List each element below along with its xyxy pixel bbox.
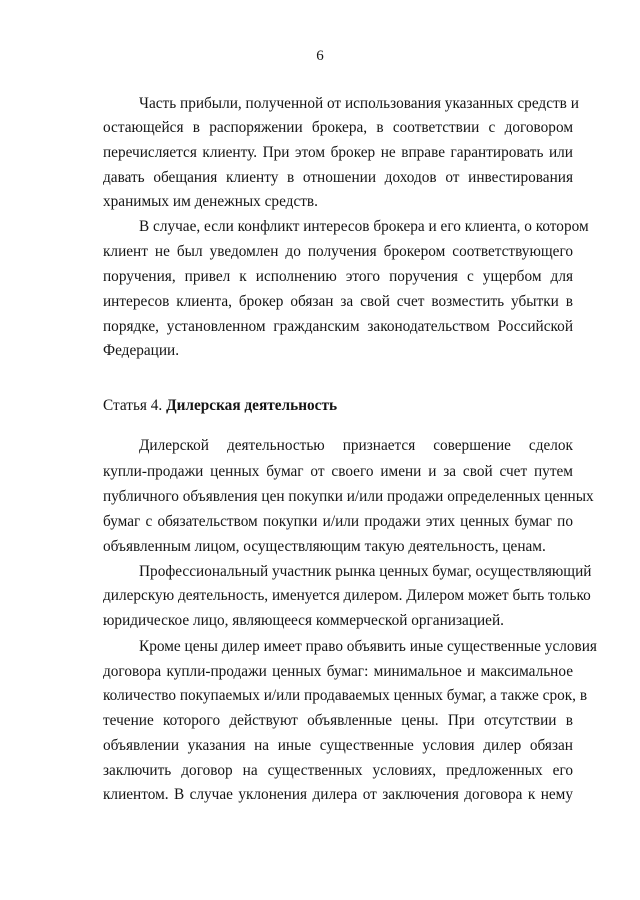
paragraph-line: поручения, привел к исполнению этого поручения с ущербом для — [103, 268, 573, 285]
article-number: Статья 4. — [103, 397, 163, 414]
paragraph-line: Кроме цены дилер имеет право объявить иные существенные условия — [139, 638, 597, 655]
paragraph-line: давать обещания клиенту в отношении доходов от инвестирования — [103, 169, 573, 186]
paragraph-line: хранимых им денежных средств. — [103, 193, 318, 210]
paragraph-line: клиентом. В случае уклонения дилера от заключения договора к нему — [103, 786, 573, 803]
paragraph-line: остающейся в распоряжении брокера, в соответствии с договором — [103, 119, 573, 136]
paragraph-line: клиент не был уведомлен до получения брокером соответствующего — [103, 243, 573, 260]
paragraph-line: юридическое лицо, являющееся коммерческой организацией. — [103, 612, 504, 629]
article-heading — [103, 396, 337, 416]
article-title: Дилерская деятельность — [166, 397, 338, 414]
paragraph-line: В случае, если конфликт интересов брокера и его клиента, о котором — [139, 218, 589, 235]
paragraph-line: дилерскую деятельность, именуется дилером. Дилером может быть только — [103, 587, 591, 604]
paragraph-line: интересов клиента, брокер обязан за свой счет возместить убытки в — [103, 293, 573, 310]
paragraph-line: заключить договор на существенных условиях, предложенных его — [103, 762, 573, 779]
paragraph-line: договора купли-продажи ценных бумаг: минимальное и максимальное — [103, 663, 573, 680]
paragraph-line: бумаг с обязательством покупки и/или продажи этих ценных бумаг по — [103, 513, 573, 530]
page-number: 6 — [316, 48, 324, 64]
paragraph-line: объявленным лицом, осуществляющим такую деятельность, ценам. — [103, 538, 546, 555]
paragraph-line: купли-продажи ценных бумаг от своего имени и за свой счет путем — [103, 463, 573, 480]
paragraph-line: перечисляется клиенту. При этом брокер не вправе гарантировать или — [103, 144, 573, 161]
paragraph-line: публичного объявления цен покупки и/или продажи определенных ценных — [103, 488, 594, 505]
paragraph-line: Федерации. — [103, 342, 180, 359]
paragraph-line: количество покупаемых и/или продаваемых ценных бумаг, а также срок, в — [103, 687, 588, 704]
paragraph-line: Дилерской деятельностью признается совершение сделок — [139, 437, 573, 454]
paragraph-line: порядке, установленном гражданским законодательством Российской — [103, 318, 573, 335]
paragraph-line: Профессиональный участник рынка ценных бумаг, осуществляющий — [139, 563, 592, 580]
paragraph-line: Часть прибыли, полученной от использования указанных средств и — [139, 95, 579, 112]
paragraph-line: течение которого действуют объявленные цены. При отсутствии в — [103, 712, 573, 729]
paragraph-line: объявлении указания на иные существенные условия дилер обязан — [103, 737, 573, 754]
